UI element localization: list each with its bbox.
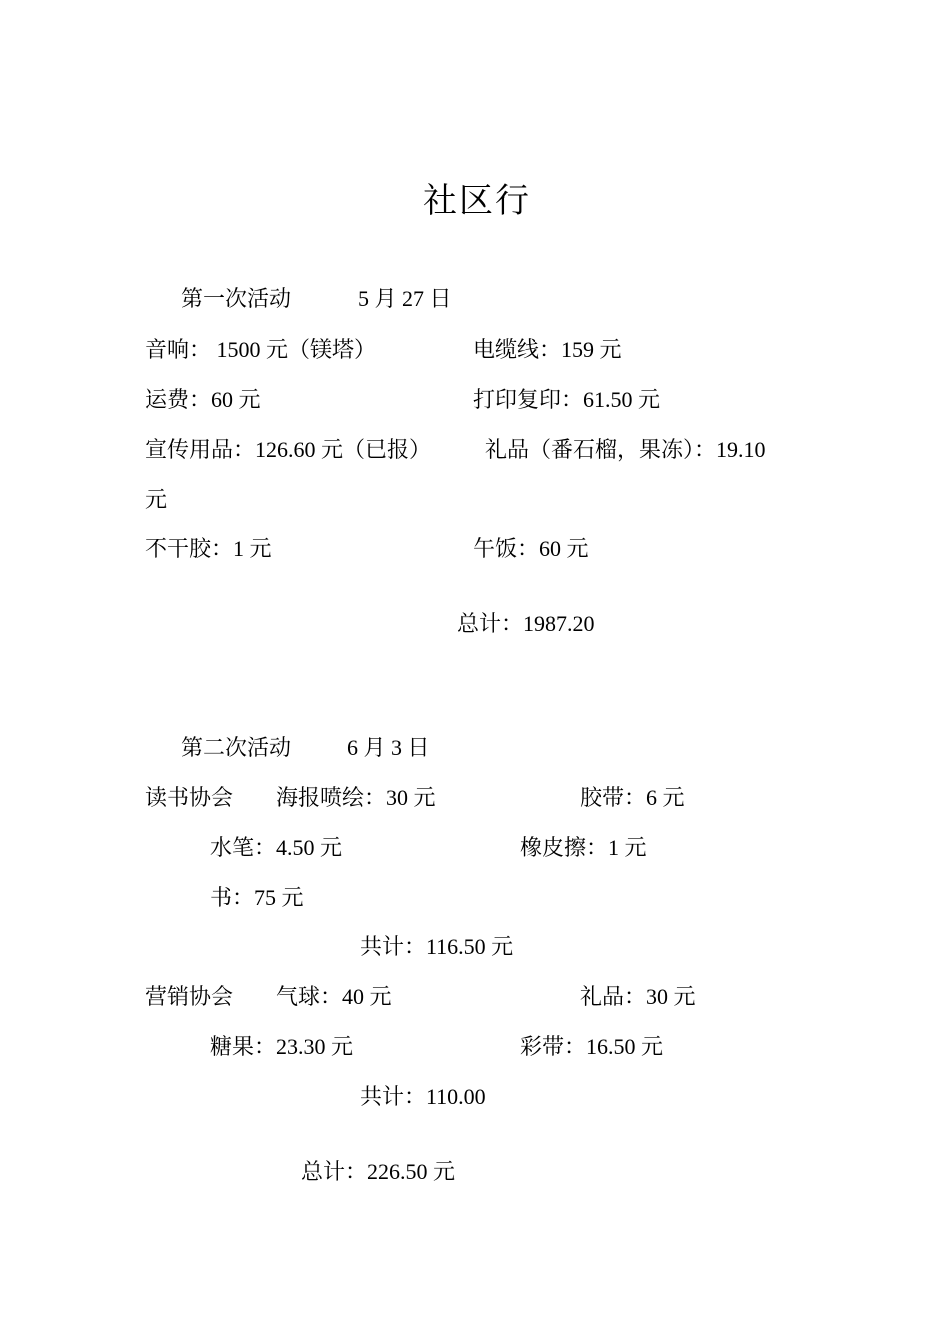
expense-gifts-unit: 元 [145,487,168,512]
activity2-heading: 第二次活动 [181,735,292,760]
expense-print: 打印复印：61.50 元 [473,387,661,412]
expense-lunch: 午饭：60 元 [473,536,589,561]
expense-balloon: 气球：40 元 [276,984,392,1009]
activity1-heading: 第一次活动 [181,286,292,311]
expense-pen: 水笔：4.50 元 [210,835,343,860]
expense-gifts: 礼品（番石榴，果冻）：19.10 [485,437,766,462]
activity2-date: 6 月 3 日 [347,735,430,760]
marketing-club-name: 营销协会 [145,984,234,1009]
expense-marketing-gifts: 礼品：30 元 [580,984,696,1009]
expense-cable: 电缆线：159 元 [473,337,622,362]
expense-adhesive-tape: 胶带：6 元 [580,785,685,810]
expense-shipping: 运费：60 元 [145,387,261,412]
marketing-club-subtotal: 共计：110.00 [360,1084,486,1109]
expense-sound: 音响： 1500 元（镁塔） [145,337,377,362]
reading-club-name: 读书协会 [145,785,234,810]
expense-book: 书：75 元 [210,885,304,910]
document-title: 社区行 [423,183,531,220]
expense-promo: 宣传用品：126.60 元（已报） [145,437,432,462]
expense-candy: 糖果：23.30 元 [210,1034,354,1059]
activity1-total: 总计：1987.20 [457,611,595,636]
activity2-total: 总计：226.50 元 [301,1159,456,1184]
expense-tape: 不干胶：1 元 [145,536,272,561]
activity1-date: 5 月 27 日 [358,286,452,311]
expense-poster: 海报喷绘：30 元 [276,785,436,810]
reading-club-subtotal: 共计：116.50 元 [360,934,514,959]
expense-ribbon: 彩带：16.50 元 [520,1034,664,1059]
expense-eraser: 橡皮擦：1 元 [520,835,647,860]
